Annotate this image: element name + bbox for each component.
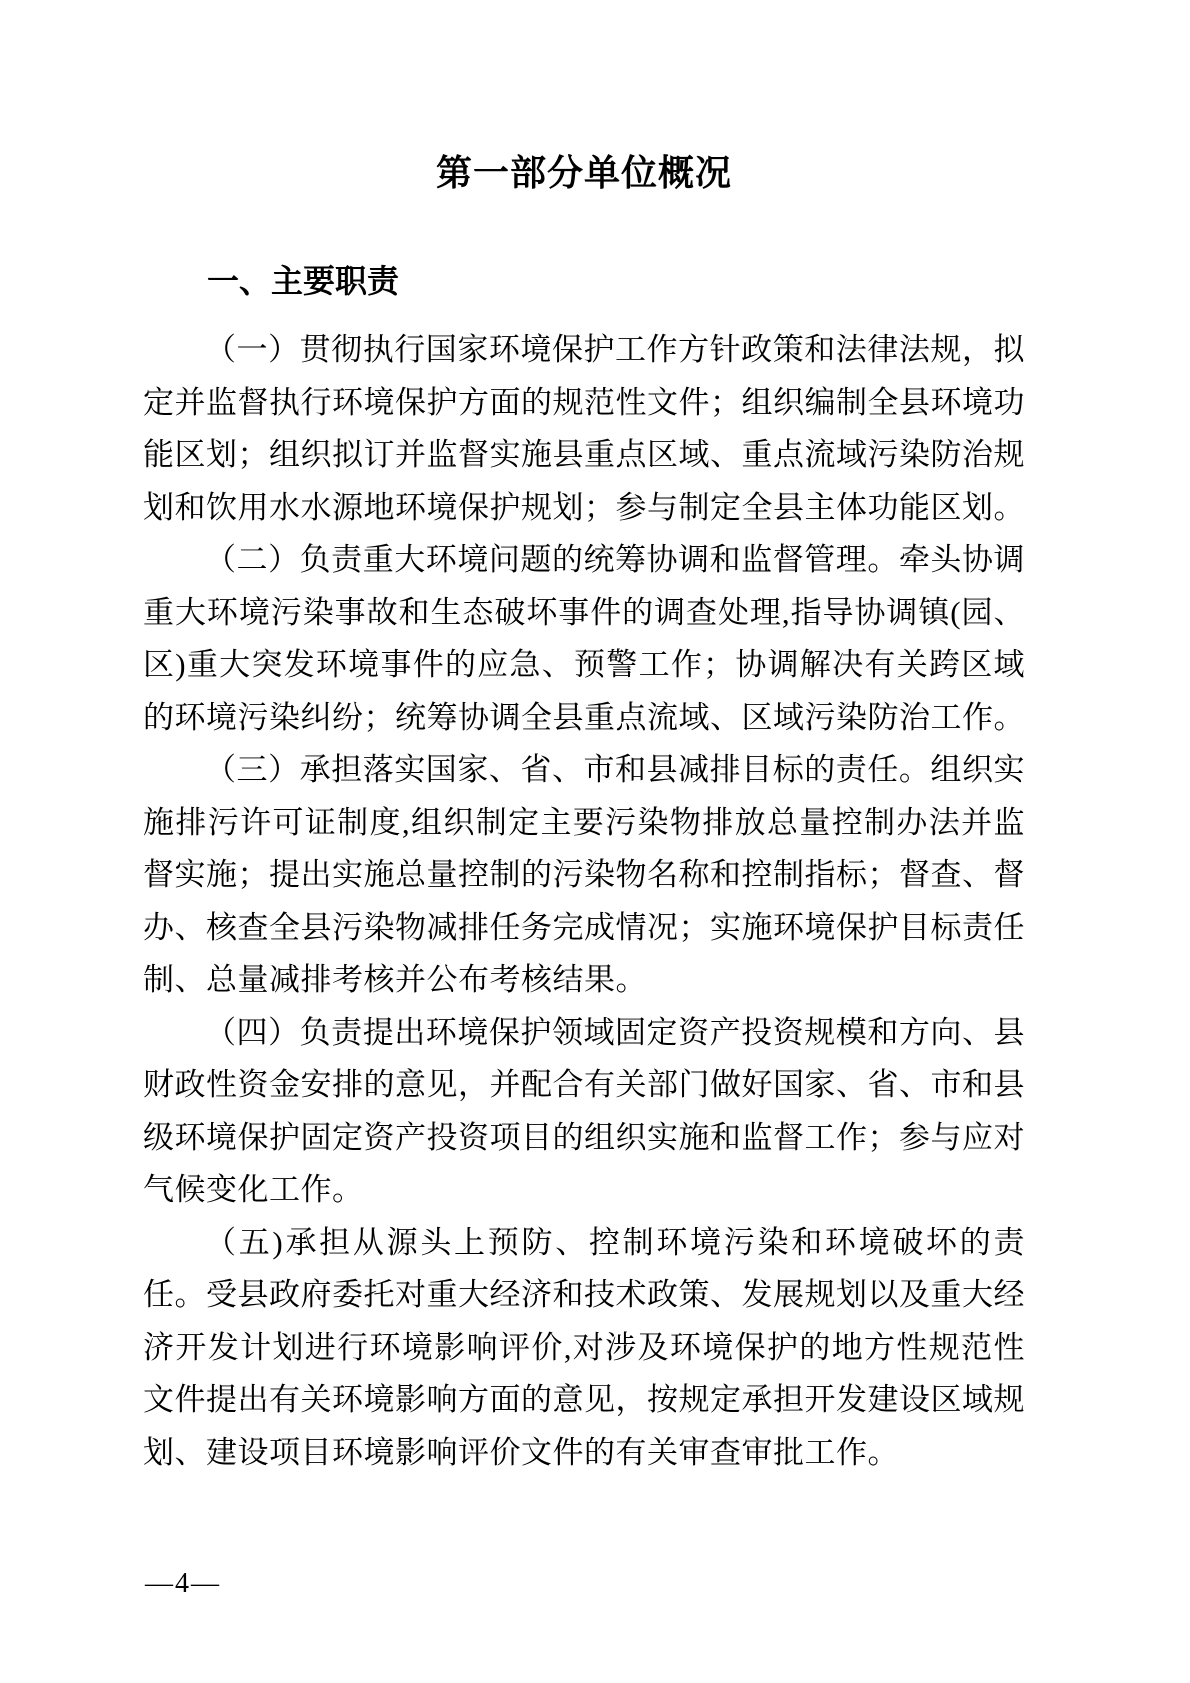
paragraph-5: （五)承担从源头上预防、控制环境污染和环境破坏的责任。受县政府委托对重大经济和技术政策、发展规划以及重大经济开发计划进行环境影响评价,对涉及环境保护的地方性规范性文件提出有关环境影响方面的意见，按规定承担开发建设区域规划、建设项目环境影响评价文件的有关审查审批工作。 (143, 1224, 1025, 1470)
paragraph-4: （四）负责提出环境保护领域固定资产投资规模和方向、县财政性资金安排的意见，并配合有关部门做好国家、省、市和县级环境保护固定资产投资项目的组织实施和监督工作；参与应对气候变化工作。 (143, 1014, 1025, 1207)
section-heading: 一、主要职责 (207, 263, 400, 299)
page-number: —4— (145, 1568, 221, 1599)
document-title: 第一部分单位概况 (435, 153, 732, 193)
document-content (143, 0, 1025, 1479)
paragraph-1: （一）贯彻执行国家环境保护工作方针政策和法律法规，拟定并监督执行环境保护方面的规范性文件；组织编制全县环境功能区划；组织拟订并监督实施县重点区域、重点流域污染防治规划和饮用水水源地环境保护规划；参与制定全县主体功能区划。 (143, 332, 1025, 525)
paragraph-2: （二）负责重大环境问题的统筹协调和监督管理。牵头协调重大环境污染事故和生态破坏事件的调查处理,指导协调镇(园、区)重大突发环境事件的应急、预警工作；协调解决有关跨区域的环境污染纠纷；统筹协调全县重点流域、区域污染防治工作。 (143, 542, 1025, 735)
paragraph-3: （三）承担落实国家、省、市和县减排目标的责任。组织实施排污许可证制度,组织制定主要污染物排放总量控制办法并监督实施；提出实施总量控制的污染物名称和控制指标；督查、督办、核查全县污染物减排任务完成情况；实施环境保护目标责任制、总量减排考核并公布考核结果。 (143, 752, 1025, 997)
